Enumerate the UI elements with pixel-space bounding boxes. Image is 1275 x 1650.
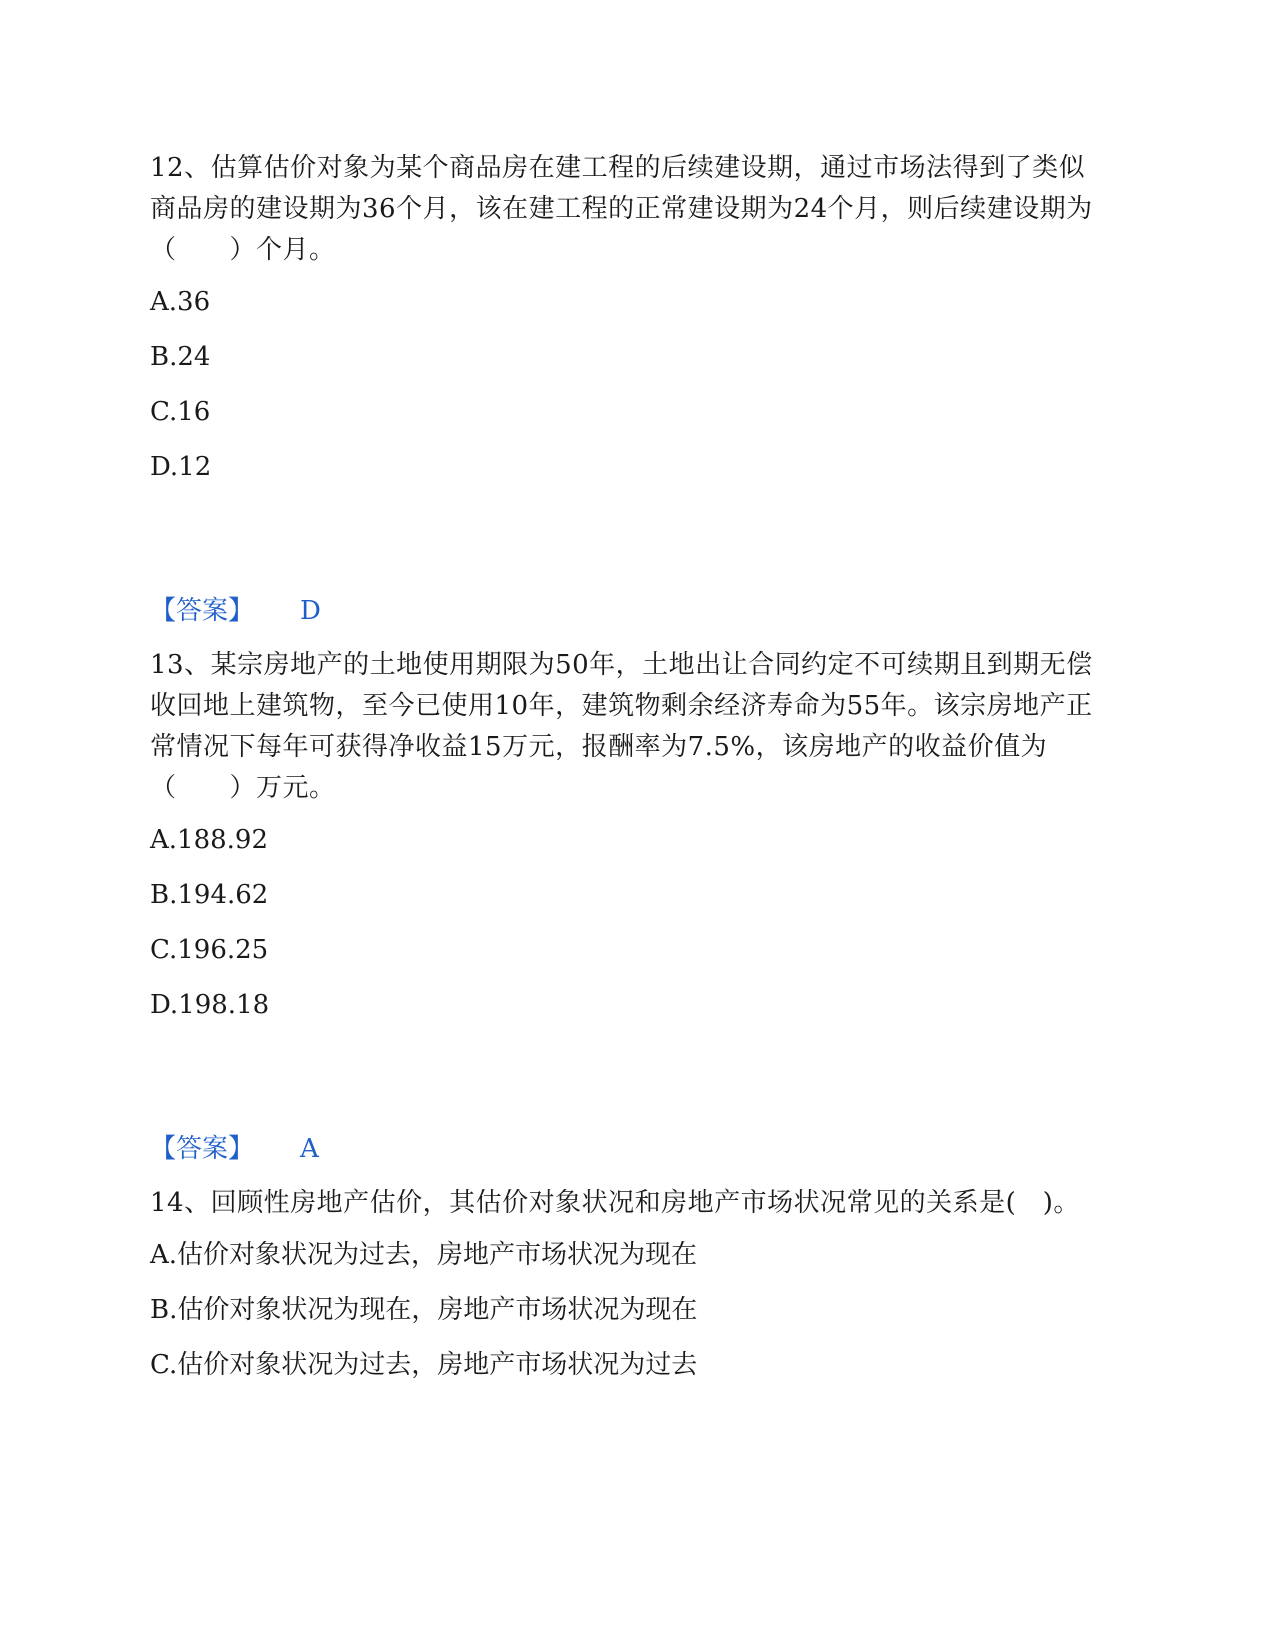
question-12-answer [150, 595, 1110, 627]
answer-value: D [300, 596, 321, 626]
answer-label: 【答案】 [150, 1134, 255, 1164]
question-13-option-c: C.196.25 [150, 935, 269, 965]
question-13-option-a: A.188.92 [150, 825, 269, 855]
question-12-option-c: C.16 [150, 397, 211, 427]
question-13-answer [150, 1133, 1110, 1165]
question-13-option-d: D.198.18 [150, 990, 270, 1020]
question-14-stem: 14、回顾性房地产估价，其估价对象状况和房地产市场状况常见的关系是( )。 [150, 1188, 1080, 1218]
document-page [150, 148, 1110, 1381]
question-12-option-d: D.12 [150, 452, 212, 482]
question-12-option-b: B.24 [150, 342, 211, 372]
question-14-option-b: B.估价对象状况为现在，房地产市场状况为现在 [150, 1295, 698, 1325]
answer-value: A [300, 1134, 319, 1164]
question-12-stem: 12、估算估价对象为某个商品房在建工程的后续建设期，通过市场法得到了类似商品房的建设期为36个月，该在建工程的正常建设期为24个月，则后续建设期为（ ）个月。 [150, 153, 1093, 265]
question-14-option-c: C.估价对象状况为过去，房地产市场状况为过去 [150, 1350, 698, 1380]
answer-label: 【答案】 [150, 596, 255, 626]
question-12-option-a: A.36 [150, 287, 211, 317]
question-13-option-b: B.194.62 [150, 880, 269, 910]
question-13-stem: 13、某宗房地产的土地使用期限为50年，土地出让合同约定不可续期且到期无偿收回地上建筑物，至今已使用10年，建筑物剩余经济寿命为55年。该宗房地产正常情况下每年可获得净收益15万元，报酬率为7.5%，该房地产的收益价值为（ ）万元。 [150, 650, 1093, 803]
question-14-option-a: A.估价对象状况为过去，房地产市场状况为现在 [150, 1240, 698, 1270]
